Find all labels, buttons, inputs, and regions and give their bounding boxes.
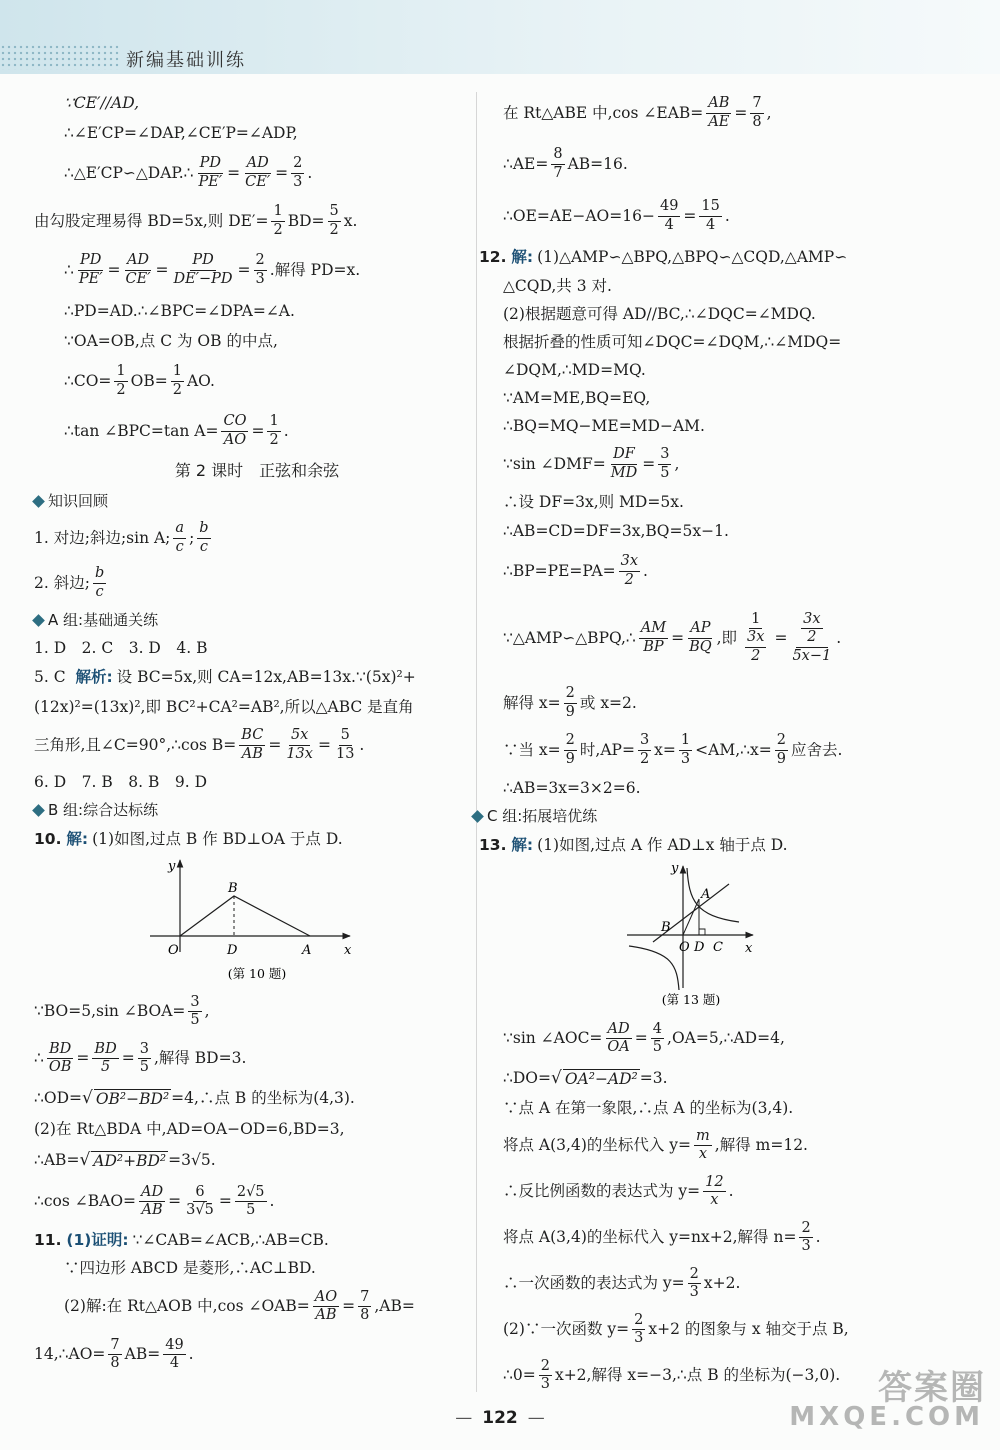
text-line: ∴反比例函数的表达式为 y= $\frac{12}{x}$ . [503, 1173, 734, 1209]
fraction: $\frac{1}{2}$ [273, 203, 283, 238]
fraction: $\frac{m}{x}$ [696, 1127, 710, 1163]
fraction: $\frac{AD}{CE'}$ [125, 252, 151, 287]
fraction: $\frac{1}{\frac{3x}{2}}$ [747, 611, 765, 664]
text-line: ∴ $\frac{PD}{PE'}$ = $\frac{AD}{CE'}$ = $\frac{PD}{DE'-PD}$ = $\frac{2}{3}$ .解得 PD=x. [64, 252, 361, 287]
text-line: ∴△E′CP∽△DAP.∴ $\frac{PD}{PE'}$ = $\frac{AD}{CE'}$ = $\frac{2}{3}$ . [64, 155, 313, 190]
text-line: 5. C 解析: 设 BC=5x,则 CA=12x,AB=13x.∵(5x)²+ [34, 667, 416, 686]
fraction: $\frac{8}{7}$ [553, 146, 563, 181]
text-line: ∴0= $\frac{2}{3}$ x+2,解得 x=−3,∴点 B 的坐标为(−3,0). [503, 1357, 841, 1393]
fraction: $\frac{12}{x}$ [705, 1173, 724, 1209]
fraction: $\frac{3x}{2}$ [620, 553, 638, 588]
text-line: 14,∴AO= $\frac{7}{8}$ AB= $\frac{49}{4}$ . [34, 1336, 194, 1372]
fraction: $\frac{1}{3}$ [680, 732, 691, 767]
text-line: △CQD,共 3 对. [503, 276, 612, 295]
fraction: $\frac{AO}{AB}$ [314, 1288, 338, 1324]
fraction: $\frac{PD}{PE'}$ [78, 252, 103, 287]
figure-10 [34, 854, 480, 984]
text-line: 由勾股定理易得 BD=5x,则 DE′= $\frac{1}{2}$ BD= $\frac{5}{2}$ x. [34, 203, 358, 238]
fraction: $\frac{AD}{OA}$ [607, 1020, 630, 1056]
fraction: $\frac{AD}{AB}$ [141, 1183, 164, 1219]
right-column [479, 88, 949, 1399]
fraction: $\frac{3}{2}$ [639, 732, 650, 767]
fraction: $\frac{6}{3√5}$ [186, 1183, 214, 1219]
fraction: $\frac{DF}{MD}$ [610, 446, 638, 481]
section-title: 知识回顾 [34, 486, 480, 516]
text-line: 根据折叠的性质可知∠DQC=∠DQM,∴∠MDQ= [503, 332, 842, 351]
text-line: ∵点 A 在第一象限,∴点 A 的坐标为(3,4). [503, 1099, 794, 1118]
text-line: ∴BP=PE=PA= $\frac{3x}{2}$ . [503, 553, 648, 588]
text-line: 在 Rt△ABE 中,cos ∠EAB= $\frac{AB}{AE}$ = $\frac{7}{8}$ , [503, 95, 772, 130]
text-line: 2. 斜边; $\frac{b}{c}$ [34, 565, 105, 600]
text-line: 将点 A(3,4)的坐标代入 y= $\frac{m}{x}$ ,解得 m=12. [503, 1127, 808, 1163]
text: ∴△E′CP∽△DAP.∴ [64, 163, 194, 182]
fraction: $\frac{2}{9}$ [565, 732, 575, 767]
text-line: ∠DQM,∴MD=MQ. [503, 360, 646, 379]
fraction: $\frac{PD}{PE'}$ [198, 155, 223, 190]
point-label-a: A [302, 943, 312, 958]
text-line: 三角形,且∠C=90°,∴cos B= $\frac{BC}{AB}$ = $\frac{5x}{13x}$ = $\frac{5}{13}$ . [34, 727, 365, 762]
text-line: ∴tan ∠BPC=tan A= $\frac{CO}{AO}$ = $\frac{1}{2}$ . [64, 413, 289, 448]
fraction: $\frac{4}{5}$ [652, 1020, 663, 1056]
text-line: ∵当 x= $\frac{2}{9}$ 时,AP= $\frac{3}{2}$ x= $\frac{1}{3}$ <AM,∴x= $\frac{2}{9}$ 应舍去. [503, 732, 843, 767]
section-title: C 组:拓展培优练 [473, 802, 949, 830]
text-line: ∵CE′//AD, [64, 93, 139, 112]
fraction: $\frac{AM}{BP}$ [640, 620, 667, 655]
book-title: 新编基础训练 [126, 50, 246, 71]
point-label-b: B [228, 881, 238, 896]
text-line: ∴∠E′CP=∠DAP,∠CE′P=∠ADP, [64, 123, 298, 142]
fraction: $\frac{1}{2}$ [116, 363, 126, 398]
diamond-icon [32, 804, 45, 817]
text-line: 11. (1)证明: ∵∠CAB=∠ACB,∴AB=CB. [34, 1231, 329, 1250]
fraction: $\frac{7}{8}$ [110, 1336, 120, 1372]
text-line: 1. D 2. C 3. D 4. B [34, 638, 208, 657]
fraction: $\frac{a}{c}$ [175, 520, 185, 555]
fraction: $\frac{2}{3}$ [540, 1357, 550, 1393]
text-line: 13. 解: (1)如图,过点 A 作 AD⊥x 轴于点 D. [479, 835, 788, 854]
axis-label-y: y [168, 859, 176, 874]
section-title: B 组:综合达标练 [34, 796, 480, 824]
point-label-a: A [701, 887, 711, 902]
diamond-icon [32, 614, 45, 627]
fraction: $\frac{5}{2}$ [329, 203, 339, 238]
text-line: ∵AM=ME,BQ=EQ, [503, 388, 651, 407]
fraction: $\frac{2}{9}$ [565, 685, 575, 720]
fraction: $\frac{3}{5}$ [660, 446, 670, 481]
text-line: 1. 对边;斜边;sin A; $\frac{a}{c}$ ; $\frac{b}{c}$ [34, 520, 209, 555]
right-angle-mark [699, 929, 705, 935]
text-line: ∴OE=AE−AO=16− $\frac{49}{4}$ = $\frac{15}{4}$ . [503, 198, 730, 233]
text-line: 6. D 7. B 8. B 9. D [34, 772, 207, 791]
fraction: $\frac{2√5}{5}$ [236, 1183, 265, 1219]
figure-caption: (第 10 题) [227, 966, 287, 981]
text-line: ∴AB=CD=DF=3x,BQ=5x−1. [503, 521, 729, 540]
text-line: ∴AB= √ AD²+BD² =3√5. [34, 1150, 216, 1171]
fraction: $\frac{3}{5}$ [139, 1040, 149, 1076]
text-line: (2)∵一次函数 y= $\frac{2}{3}$ x+2 的图象与 x 轴交于点 B, [503, 1311, 849, 1347]
fraction: $\frac{2}{3}$ [689, 1265, 699, 1301]
text-line: 解得 x= $\frac{2}{9}$ 或 x=2. [503, 685, 637, 720]
watermark-url: MXQE.COM [789, 1402, 984, 1432]
point-label-o: O [168, 943, 179, 958]
text-line: ∵OA=OB,点 C 为 OB 的中点, [64, 331, 278, 350]
fraction: $\frac{2}{3}$ [293, 155, 303, 190]
triangle-obo [180, 896, 310, 936]
text-line: ∵四边形 ABCD 是菱形,∴AC⊥BD. [64, 1259, 316, 1278]
section-title: A 组:基础通关练 [34, 606, 480, 634]
point-label-d: D [694, 940, 705, 955]
text-line: ∴PD=AD.∴∠BPC=∠DPA=∠A. [64, 301, 295, 320]
fraction: $\frac{7}{8}$ [752, 95, 762, 130]
chapter-title: 第 2 课时 正弦和余弦 [174, 461, 340, 480]
fraction: $\frac{BD}{OB}$ [48, 1040, 72, 1076]
text-line: (2)根据题意可得 AD//BC,∴∠DQC=∠MDQ. [503, 304, 816, 323]
diamond-icon [32, 495, 45, 508]
text-line: (2)在 Rt△BDA 中,AD=OA−OD=6,BD=3, [34, 1120, 345, 1139]
fraction: $\frac{3}{5}$ [190, 993, 200, 1029]
text-line: ∵sin ∠AOC= $\frac{AD}{OA}$ = $\frac{4}{5}$ ,OA=5,∴AD=4, [503, 1020, 785, 1056]
fraction: $\frac{CO}{AO}$ [223, 413, 247, 448]
left-column [34, 88, 480, 1379]
axis-label-x: x [344, 943, 352, 958]
text-line: ∵△AMP∽△BPQ,∴ $\frac{AM}{BP}$ = $\frac{AP}{BQ}$ ,即 $\frac{1}{\frac{3x}{2}}$ = $\frac{\frac{3x}{2}}{5x-1}$ . [503, 611, 842, 664]
fraction: $\frac{5}{13}$ [335, 727, 355, 762]
fraction: $\frac{2}{3}$ [255, 252, 265, 287]
text-line: ∵BO=5,sin ∠BOA= $\frac{3}{5}$ , [34, 993, 210, 1029]
fraction: $\frac{AB}{AE}$ [708, 95, 730, 130]
text-line: ∴CO= $\frac{1}{2}$ OB= $\frac{1}{2}$ AO. [64, 363, 215, 398]
hyperbola-branch-2 [629, 946, 679, 990]
point-label-b: B [661, 920, 671, 935]
fraction: $\frac{BD}{5}$ [94, 1040, 117, 1076]
text-line: ∴DO= √ OA²−AD² =3. [503, 1068, 668, 1089]
fraction: $\frac{2}{3}$ [634, 1311, 644, 1347]
text-line: ∴一次函数的表达式为 y= $\frac{2}{3}$ x+2. [503, 1265, 741, 1301]
figure-13 [503, 860, 949, 1010]
point-label-d: D [227, 943, 238, 958]
text-line: 将点 A(3,4)的坐标代入 y=nx+2,解得 n= $\frac{2}{3}$ . [503, 1219, 821, 1255]
text-line: ∴cos ∠BAO= $\frac{AD}{AB}$ = $\frac{6}{3√5}$ = $\frac{2√5}{5}$ . [34, 1183, 275, 1219]
text-line: (2)解:在 Rt△AOB 中,cos ∠OAB= $\frac{AO}{AB}$ = $\frac{7}{8}$ ,AB= [64, 1288, 415, 1324]
fraction: $\frac{15}{4}$ [701, 198, 720, 233]
point-label-o: O [679, 940, 690, 955]
fraction: $\frac{PD}{DE'-PD}$ [173, 252, 233, 287]
fraction: $\frac{2}{3}$ [801, 1219, 811, 1255]
fraction: $\frac{\frac{3x}{2}}{5x-1}$ [792, 611, 832, 664]
text-line: ∴AB=3x=3×2=6. [503, 778, 641, 797]
fraction: $\frac{2}{9}$ [776, 732, 786, 767]
header-dot-pattern [0, 44, 120, 70]
text-line: ∵sin ∠DMF= $\frac{DF}{MD}$ = $\frac{3}{5}$ , [503, 446, 680, 481]
fraction: $\frac{AP}{BQ}$ [689, 620, 712, 655]
text-line: ∴BQ=MQ−ME=MD−AM. [503, 416, 705, 435]
fraction: $\frac{b}{c}$ [94, 565, 105, 600]
fraction: $\frac{49}{4}$ [165, 1336, 184, 1372]
fraction: $\frac{7}{8}$ [360, 1288, 370, 1324]
fraction: $\frac{5x}{13x}$ [286, 727, 313, 762]
axis-label-y: y [671, 861, 679, 876]
fraction: $\frac{AD}{CE'}$ [245, 155, 271, 190]
page-number: — 122 — [455, 1408, 545, 1428]
hyperbola-branch-1 [687, 868, 739, 922]
diamond-icon [471, 810, 484, 823]
text-line: 10. 解: (1)如图,过点 B 作 BD⊥OA 于点 D. [34, 829, 343, 848]
fraction: $\frac{49}{4}$ [659, 198, 679, 233]
figure-caption: (第 13 题) [661, 992, 721, 1007]
axis-label-x: x [745, 941, 753, 956]
fraction: $\frac{1}{2}$ [172, 363, 182, 398]
text-line: (12x)²=(13x)²,即 BC²+CA²=AB²,所以△ABC 是直角 [34, 697, 414, 716]
text-line: ∴设 DF=3x,则 MD=5x. [503, 492, 684, 511]
text-line: ∴OD= √ OB²−BD² =4,∴点 B 的坐标为(4,3). [34, 1088, 355, 1109]
text-line: ∴AE= $\frac{8}{7}$ AB=16. [503, 146, 628, 181]
text-line: ∴ $\frac{BD}{OB}$ = $\frac{BD}{5}$ = $\frac{3}{5}$ ,解得 BD=3. [34, 1040, 247, 1076]
point-label-c: C [713, 940, 723, 955]
fraction: $\frac{BC}{AB}$ [241, 727, 264, 762]
fraction: $\frac{b}{c}$ [199, 520, 209, 555]
text-line: 12. 解: (1)△AMP∽△BPQ,△BPQ∽△CQD,△AMP∽ [479, 247, 848, 266]
fraction: $\frac{1}{2}$ [269, 413, 279, 448]
watermark-logo: 答案圈 [878, 1368, 986, 1408]
